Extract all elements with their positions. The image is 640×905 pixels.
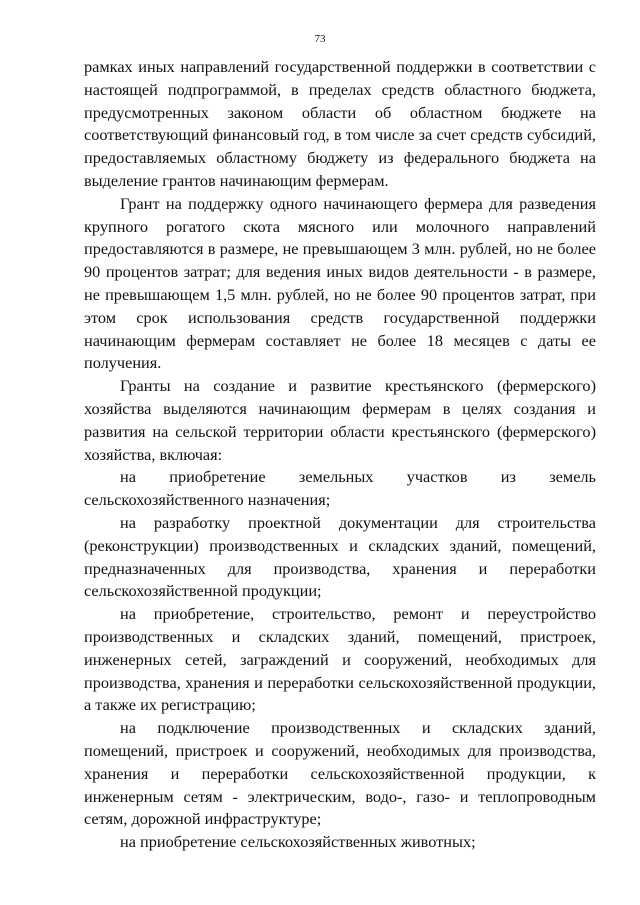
- paragraph: на приобретение, строительство, ремонт и переустройство производственных и складских зданий, помещений, пристроек, инженерных сетей, заграждений и сооружений, необходимых для производства, хранения и переработки сельскохозяйственной продукции, а также их регистрацию;: [84, 604, 596, 715]
- paragraph: на приобретение сельскохозяйственных животных;: [120, 832, 476, 852]
- paragraph: на приобретение земельных участков из земель сельскохозяйственного назначения;: [84, 467, 596, 510]
- paragraph: Гранты на создание и развитие крестьянского (фермерского) хозяйства выделяются начинающим фермерам в целях создания и развития на сельской территории области крестьянского (фермерского) хозяйства, включая:: [84, 376, 596, 464]
- paragraph: рамках иных направлений государственной поддержки в соответствии с настоящей подпрограммой, в пределах средств областного бюджета, предусмотренных законом области об областном бюджете на соответствующий финансовый год, в том числе за счет средств субсидий, предоставляемых областному бюджету из федерального бюджета на выделение грантов начинающим фермерам.: [84, 57, 596, 190]
- paragraph: Грант на поддержку одного начинающего фермера для разведения крупного рогатого скота мясного или молочного направлений предоставляются в размере, не превышающем 3 млн. рублей, но не более 90 процентов затрат; для ведения иных видов деятельности - в размере, не превышающем 1,5 млн. рублей, но не более 90 процентов затрат, при этом срок использования средств государственной поддержки начинающим фермерам составляет не более 18 месяцев с даты ее получения.: [84, 193, 596, 373]
- paragraph: на подключение производственных и складских зданий, помещений, пристроек и сооружений, необходимых для производства, хранения и переработки сельскохозяйственной продукции, к инженерным сетям - электрическим, водо-, газо- и теплопроводным сетям, дорожной инфраструктуре;: [84, 718, 596, 829]
- document-body: [84, 56, 596, 854]
- page-number: 73: [314, 33, 326, 45]
- paragraph: на разработку проектной документации для строительства (реконструкции) производственных и складских зданий, помещений, предназначенных для производства, хранения и переработки сельскохозяйственной продукции;: [84, 512, 596, 601]
